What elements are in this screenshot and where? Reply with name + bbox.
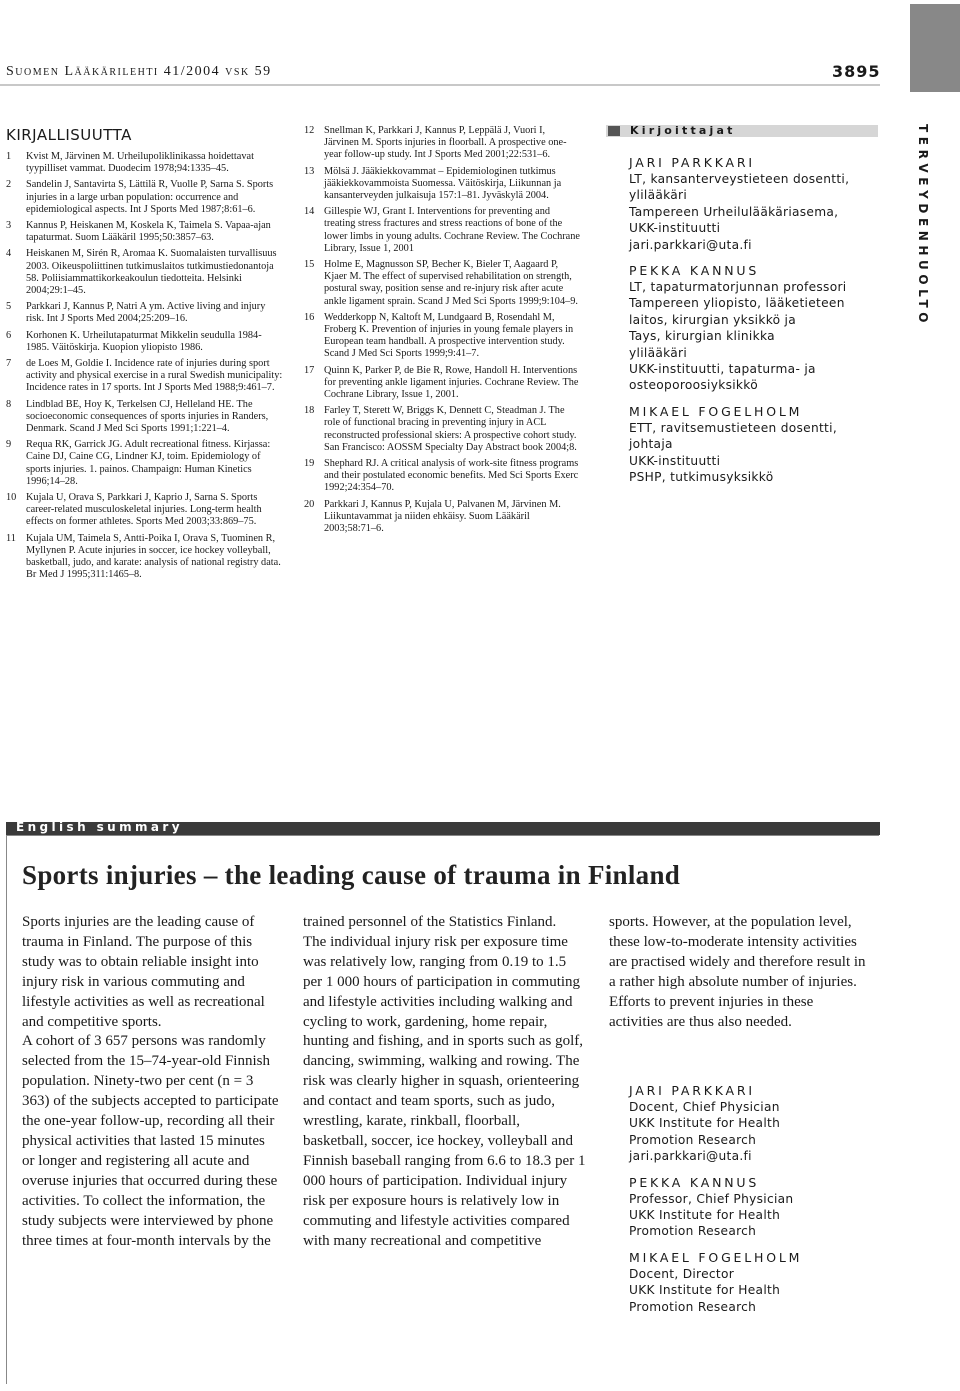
reference-item <box>304 458 582 495</box>
reference-text: Wedderkopp N, Kaltoft M, Lundgaard B, Rosendahl M, Froberg K. Prevention of injuries in young female players in European team handball. A prospective intervention study. Scand J Med Sci Sports 1999;9:41–7. <box>324 311 574 360</box>
author-block <box>629 1083 889 1165</box>
reference-number: 6 <box>6 329 12 341</box>
reference-item <box>6 248 284 297</box>
authors-bullet <box>608 126 620 136</box>
reference-text: Parkkari J, Kannus P, Natri A ym. Active living and injury risk. Int J Sports Med 2004;25:209–16. <box>26 301 266 325</box>
author-name: JARI PARKKARI <box>629 155 755 170</box>
author-affiliation-line: laitos, kirurgian yksikkö ja <box>629 312 797 327</box>
reference-text: Gillespie WJ, Grant I. Interventions for preventing and treating stress fractures and stress reactions of bone of the lower limbs in young adults. Cochrane Review. The Cochrane Library, Issue 1, 2001 <box>324 206 580 254</box>
author-affiliation-line: Promotion Research <box>629 1132 757 1147</box>
authors-finnish <box>629 152 889 496</box>
author-name: PEKKA KANNUS <box>629 263 760 279</box>
summary-label: English summary <box>16 820 183 834</box>
reference-number: 4 <box>6 248 12 260</box>
author-affiliation-line: UKK Institute for Health <box>629 1283 781 1298</box>
reference-item <box>6 492 284 529</box>
authors-title: Kirjoittajat <box>630 124 736 137</box>
reference-item <box>6 399 284 436</box>
author-affiliation-line: Tampereen yliopisto, lääketieteen <box>629 296 845 311</box>
author-affiliation-line: PSHP, tutkimusyksikkö <box>629 470 774 485</box>
author-block <box>629 155 889 253</box>
reference-number: 16 <box>304 311 315 323</box>
reference-text: Kujala UM, Taimela S, Antti-Poika I, Orava S, Tuominen R, Myllynen P. Acute injuries in soccer, ice hockey volleyball, basketball, judo, and karate: analysis of national registry data. Br Med J 1995;311:1465–8. <box>26 532 281 581</box>
author-affiliation-line: UKK-instituutti <box>629 453 721 468</box>
author-name: MIKAEL FOGELHOLM <box>629 1249 803 1265</box>
author-affiliation-line: UKK-instituutti, tapaturma- ja <box>629 362 816 377</box>
reference-number: 19 <box>304 458 315 470</box>
reference-item <box>304 312 582 361</box>
author-affiliation-line: UKK Institute for Health <box>629 1208 781 1223</box>
reference-number: 2 <box>6 179 12 191</box>
reference-text: Holme E, Magnusson SP, Becher K, Bieler T, Aagaard P, Kjaer M. The effect of supervised rehabilitation on strength, postural sway, position sense and re-injury risk after acute ankle ligament sprain. Scand J Med Sci Sports 1999;9:104–9. <box>324 259 578 307</box>
summary-paragraph: sports. However, at the population level, these low-to-moderate intensity activities are practised widely and therefore result in a rather high absolute number of injuries. Efforts to prevent injuries in these activities are thus also needed. <box>609 914 866 1030</box>
reference-number: 12 <box>304 125 315 136</box>
reference-text: Snellman K, Parkkari J, Kannus P, Leppälä J, Vuori I, Järvinen M. Sports injuries in floorball. A prospective one-year follow-up study. Int J Sports Med 2001;22:531–6. <box>324 125 567 161</box>
reference-number: 10 <box>6 492 17 504</box>
reference-item <box>6 179 284 216</box>
author-affiliation-line: Promotion Research <box>629 1224 757 1239</box>
reference-item <box>304 259 582 308</box>
references-column-1 <box>6 151 284 586</box>
reference-item <box>304 125 582 162</box>
reference-number: 15 <box>304 259 315 271</box>
author-affiliation-line: jari.parkkari@uta.fi <box>629 237 752 252</box>
reference-text: Kujala U, Orava S, Parkkari J, Kaprio J, Sarna S. Sports career-related musculoskeletal injuries. Long-term health effects on former athletes. Sports Med 2003;33:869–75. <box>26 492 262 528</box>
reference-number: 17 <box>304 364 315 376</box>
author-affiliation-line: osteoporoosiyksikkö <box>629 378 758 393</box>
author-name: PEKKA KANNUS <box>629 1174 760 1190</box>
reference-text: Farley T, Sterett W, Briggs K, Dennett C, Steadman J. The role of functional bracing in preventing injury in ACL reconstructed professional skiers: A prospective cohort study. San Francisco: AOSSM Specialty Day Abstract book 2004;8. <box>324 405 577 453</box>
author-block <box>629 404 889 486</box>
summary-column-3 <box>609 913 871 1032</box>
reference-item <box>6 220 284 244</box>
summary-paragraph: The individual injury risk per exposure time was relatively low, ranging from 0.19 to 1.5 per 1 000 hours of participation in commuting and lifestyle activities including walking and cycling to work, gardening, home repair, hunting and fishing, and in sports such as golf, dancing, swimming, walking and rowing. The risk was clearly higher in squash, orienteering and contact and team sports, such as judo, wrestling, karate, rinkball, floorball, basketball, soccer, ice hockey, volleyball and Finnish baseball ranging from 6.6 to 18.3 per 1 000 hours of participation. Individual injury risk per exposure hours is relatively low in commuting and lifestyle activities compared with many recreational and competitive <box>303 933 586 1249</box>
summary-paragraph: A cohort of 3 657 persons was randomly selected from the 15–74-year-old Finnish population. Ninety-two per cent (n = 3 363) of the subjects accepted to participate the one-year follow-up, recording all their physical activities that lasted 15 minutes or longer and registering all acute and overuse injuries that occurred during these activities. To collect the information, the study subjects were interviewed by phone three times at four-month intervals by the <box>22 1033 279 1249</box>
author-affiliation-line: Docent, Chief Physician <box>629 1100 780 1114</box>
reference-item <box>6 358 284 395</box>
reference-text: Requa RK, Garrick JG. Adult recreational fitness. Kirjassa: Caine DJ, Caine CG, Lindner KJ, toim. Epidemiology of sports injuries. 1. painos. Champaign: Human Kinetics 1996;14–28. <box>26 439 271 487</box>
author-affiliation-line: ylilääkäri <box>629 345 688 360</box>
references-title: KIRJALLISUUTTA <box>6 126 132 144</box>
reference-item <box>6 439 284 488</box>
reference-item <box>304 499 582 536</box>
reference-text: Sandelin J, Santavirta S, Lättilä R, Vuolle P, Sarna S. Sports injuries in a large urban population: occurrence and epidemiological aspects. Int J Sports Med 1987;8:61–6. <box>26 179 274 215</box>
reference-item <box>6 330 284 354</box>
author-block <box>629 1250 889 1315</box>
references-column-2 <box>304 125 582 539</box>
author-affiliation-line: johtaja <box>629 437 673 452</box>
reference-item <box>304 365 582 402</box>
author-affiliation-line: jari.parkkari@uta.fi <box>629 1149 752 1164</box>
reference-item <box>6 301 284 325</box>
author-affiliation-line: ylilääkäri <box>629 188 688 203</box>
reference-number: 9 <box>6 439 12 451</box>
author-name: MIKAEL FOGELHOLM <box>629 403 803 419</box>
header-rule <box>0 84 880 86</box>
reference-item <box>304 206 582 255</box>
reference-text: de Loes M, Goldie I. Incidence rate of injuries during sport activity and physical exercise in a rural Swedish municipality: Incidence rates in 17 sports. Int J Sports Med 1988;9:461–7. <box>26 358 283 394</box>
reference-text: Shephard RJ. A critical analysis of work-site fitness programs and their postulated economic benefits. Med Sci Sports Exerc 1992;24:354–70. <box>324 458 579 494</box>
author-affiliation-line: ETT, ravitsemustieteen dosentti, <box>629 420 837 435</box>
reference-item <box>304 405 582 454</box>
reference-item <box>6 533 284 582</box>
reference-number: 18 <box>304 405 315 417</box>
section-side-label: TERVEYDENHUOLTO <box>916 124 930 328</box>
author-affiliation-line: LT, kansanterveystieteen dosentti, <box>629 172 850 186</box>
reference-number: 3 <box>6 220 12 232</box>
author-affiliation-line: Professor, Chief Physician <box>629 1191 794 1206</box>
reference-item <box>304 166 582 203</box>
author-affiliation-line: LT, tapaturmatorjunnan professori <box>629 280 847 295</box>
reference-number: 8 <box>6 398 12 410</box>
reference-number: 14 <box>304 206 315 218</box>
summary-column-1 <box>22 913 280 1251</box>
reference-text: Mölsä J. Jääkiekkovammat – Epidemiologinen tutkimus jääkiekkovammoista Suomessa. Väitöskirja, Liikunnan ja kansanterveyden julkaisuja 157:1–81. Jyväskylä 2004. <box>324 165 562 202</box>
reference-text: Kvist M, Järvinen M. Urheilupoliklinikassa hoidettavat tyypilliset vammat. Duodecim 1978;94:1335–45. <box>26 151 254 175</box>
reference-text: Quinn K, Parker P, de Bie R, Rowe, Handoll H. Interventions for preventing ankle ligament injuries. Cochrane Review. The Cochrane Library, Issue 1, 2001. <box>324 364 579 401</box>
reference-number: 5 <box>6 301 12 313</box>
page-number: 3895 <box>832 62 881 81</box>
reference-text: Heiskanen M, Sirén R, Aromaa K. Suomalaisten turvallisuus 2003. Oikeuspoliittinen tutkimuslaitos tutkimustiedonantoja 58. Poliisiammattikorkeakoulun tiedotteita. Helsinki 2004;29:1–45. <box>26 248 277 297</box>
reference-item <box>6 151 284 175</box>
journal-header: Suomen Lääkärilehti 41/2004 vsk 59 <box>6 64 272 79</box>
author-affiliation-line: UKK Institute for Health <box>629 1116 781 1131</box>
summary-column-2 <box>303 913 588 1251</box>
authors-english <box>629 1080 889 1325</box>
reference-text: Parkkari J, Kannus P, Kujala U, Palvanen M, Järvinen M. Liikuntavammat ja niiden ehkäisy. Suom Lääkäril 2003;58:71–6. <box>324 498 561 535</box>
summary-title: Sports injuries – the leading cause of trauma in Finland <box>22 860 681 890</box>
reference-number: 11 <box>6 532 16 544</box>
reference-text: Lindblad BE, Hoy K, Terkelsen CJ, Helleland HE. The socioeconomic consequences of sports injuries in Randers, Denmark. Scand J Med Sci Sports 1991;1:221–4. <box>26 398 269 435</box>
reference-number: 1 <box>6 151 12 162</box>
reference-text: Kannus P, Heiskanen M, Koskela K, Taimela S. Vapaa-ajan tapaturmat. Suom Lääkäril 1995;50:3857–63. <box>26 220 271 244</box>
author-name: JARI PARKKARI <box>629 1083 755 1098</box>
summary-paragraph: Sports injuries are the leading cause of trauma in Finland. The purpose of this study was to obtain reliable insight into injury risk in various commuting and lifestyle activities as well as recreational and competitive sports. <box>22 914 265 1030</box>
reference-number: 7 <box>6 358 12 370</box>
corner-block <box>910 4 960 92</box>
summary-paragraph: trained personnel of the Statistics Finland. <box>303 914 557 930</box>
reference-number: 13 <box>304 165 315 177</box>
author-affiliation-line: Promotion Research <box>629 1299 757 1314</box>
author-affiliation-line: Tays, kirurgian klinikka <box>629 329 775 344</box>
reference-text: Korhonen K. Urheilutapaturmat Mikkelin seudulla 1984-1985. Väitöskirja. Kuopion yliopisto 1986. <box>26 329 262 353</box>
author-affiliation-line: Tampereen Urheilulääkäriasema, <box>629 204 839 219</box>
reference-number: 20 <box>304 498 315 510</box>
author-affiliation-line: UKK-instituutti <box>629 221 721 236</box>
author-affiliation-line: Docent, Director <box>629 1266 735 1281</box>
author-block <box>629 263 889 394</box>
author-block <box>629 1175 889 1240</box>
